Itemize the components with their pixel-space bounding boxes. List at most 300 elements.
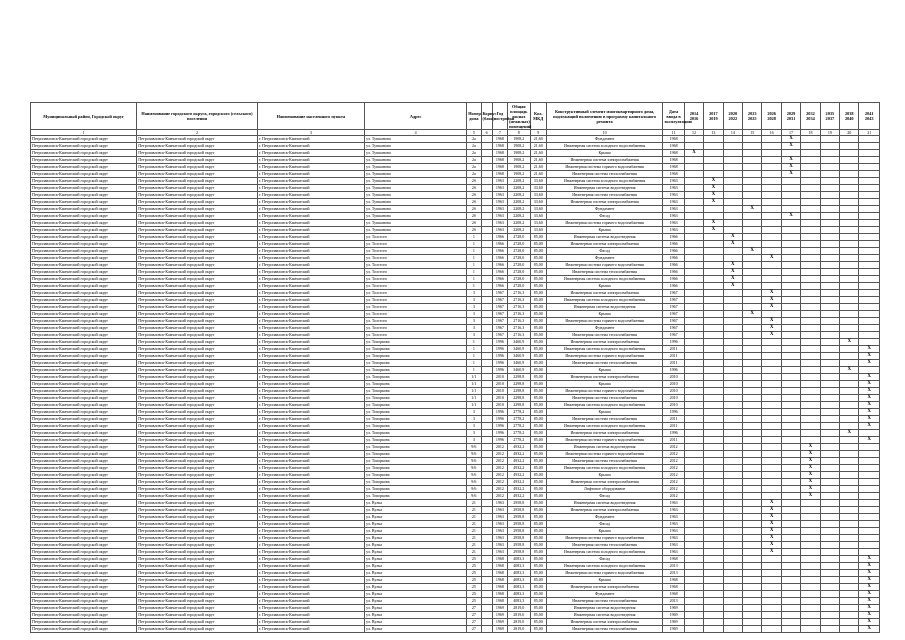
table-cell: 1967 (663, 325, 684, 332)
period-cell: X (859, 423, 880, 430)
period-cell (840, 346, 859, 353)
period-cell: X (859, 402, 880, 409)
period-cell (723, 248, 742, 255)
table-cell: 1996 (492, 367, 507, 374)
period-cell (859, 234, 880, 241)
period-cell (704, 486, 723, 493)
period-cell (781, 535, 800, 542)
table-cell: Петропавловск-Камчатский городской округ (137, 612, 258, 619)
table-cell (481, 367, 492, 374)
column-header: Кол. МКД (530, 103, 546, 130)
table-cell (481, 171, 492, 178)
table-cell (481, 255, 492, 262)
period-cell (704, 479, 723, 486)
period-cell (840, 577, 859, 584)
table-cell: Петропавловск-Камчатский городской округ (31, 269, 137, 276)
table-cell: Инженерная система водоотведения (546, 444, 662, 451)
table-cell: 2б (467, 220, 481, 227)
table-cell: Инженерная система холодного водоснабжения (546, 143, 662, 150)
period-cell (801, 619, 820, 626)
period-cell (781, 521, 800, 528)
period-cell (762, 311, 781, 318)
period-cell (762, 185, 781, 192)
table-cell: Петропавловск-Камчатский городской округ (137, 276, 258, 283)
table-cell: Петропавловск-Камчатский городской округ (31, 479, 137, 486)
period-cell (723, 339, 742, 346)
period-cell (684, 507, 703, 514)
table-cell: Инженерная система теплоснабжения (546, 416, 662, 423)
table-cell (481, 598, 492, 605)
table-cell: 21 (467, 507, 481, 514)
table-cell: 1967 (492, 304, 507, 311)
column-header: Дата ввода в эксплуатацию (663, 103, 684, 130)
period-cell (684, 493, 703, 500)
table-cell: 33,60 (530, 178, 546, 185)
period-cell (684, 304, 703, 311)
period-cell (723, 458, 742, 465)
period-cell: X (762, 521, 781, 528)
table-cell: Крыша (546, 381, 662, 388)
table-cell: 2010 (663, 395, 684, 402)
period-cell (762, 395, 781, 402)
table-cell: ул. Тушканова (365, 199, 467, 206)
period-cell (801, 311, 820, 318)
period-cell (743, 437, 762, 444)
period-cell: X (704, 178, 723, 185)
period-cell (781, 199, 800, 206)
period-cell: X (762, 255, 781, 262)
period-cell (820, 192, 839, 199)
period-cell (781, 311, 800, 318)
period-cell: X (704, 199, 723, 206)
table-cell: 4932,2 (508, 458, 530, 465)
period-cell (743, 290, 762, 297)
table-cell: 1968 (492, 556, 507, 563)
table-cell: ул. Топоркова (365, 388, 467, 395)
table-cell: Петропавловск-Камчатский городской округ (137, 535, 258, 542)
table-cell: Петропавловск-Камчатский городской округ (137, 619, 258, 626)
period-cell (723, 563, 742, 570)
period-cell (781, 248, 800, 255)
table-cell: Петропавловск-Камчатский городской округ (31, 591, 137, 598)
period-cell (820, 269, 839, 276)
table-cell: Инженерная система горячего водоснабжения (546, 570, 662, 577)
table-cell (481, 591, 492, 598)
column-number: 2 (137, 130, 258, 136)
table-row (31, 458, 880, 465)
period-cell (859, 283, 880, 290)
period-cell (820, 465, 839, 472)
period-cell (704, 171, 723, 178)
period-cell (801, 612, 820, 619)
period-cell (820, 185, 839, 192)
table-row (31, 136, 880, 143)
table-cell: Петропавловск-Камчатский городской округ (31, 521, 137, 528)
period-cell (743, 514, 762, 521)
period-cell (801, 535, 820, 542)
table-cell: ул. Вулка (365, 626, 467, 633)
table-cell: Петропавловск-Камчатский городской округ (31, 381, 137, 388)
table-cell: Лифтовое оборудование (546, 486, 662, 493)
table-cell: 1967 (492, 297, 507, 304)
table-cell: 2958,8 (508, 514, 530, 521)
table-cell: Петропавловск-Камчатский городской округ (31, 290, 137, 297)
table-cell: 2а (467, 143, 481, 150)
period-cell: X (704, 220, 723, 227)
table-cell: 2298,8 (508, 374, 530, 381)
table-cell: Петропавловск-Камчатский городской округ (137, 458, 258, 465)
table-cell: Петропавловск-Камчатский городской округ (137, 178, 258, 185)
period-cell (684, 451, 703, 458)
table-row (31, 472, 880, 479)
period-cell (781, 423, 800, 430)
table-row (31, 269, 880, 276)
period-cell (723, 304, 742, 311)
table-cell: 1963 (663, 521, 684, 528)
table-cell: 2958,8 (508, 542, 530, 549)
period-cell (859, 213, 880, 220)
period-cell: X (762, 297, 781, 304)
table-cell: 1966 (492, 248, 507, 255)
period-cell (684, 563, 703, 570)
period-cell (762, 486, 781, 493)
table-cell: 1968 (663, 556, 684, 563)
table-cell: Петропавловск-Камчатский городской округ (31, 318, 137, 325)
table-row (31, 416, 880, 423)
table-cell: 27 (467, 619, 481, 626)
table-cell: Петропавловск-Камчатский городской округ (31, 311, 137, 318)
period-cell (820, 276, 839, 283)
table-cell: Петропавловск-Камчатский городской округ (137, 171, 258, 178)
table-cell: г. Петропавловск-Камчатский (257, 269, 364, 276)
table-cell: 1968 (492, 577, 507, 584)
period-cell (762, 206, 781, 213)
table-cell: 2819,0 (508, 619, 530, 626)
table-cell (481, 353, 492, 360)
table-row (31, 318, 880, 325)
period-cell (840, 374, 859, 381)
period-cell (801, 178, 820, 185)
period-cell (781, 528, 800, 535)
period-cell (840, 304, 859, 311)
period-cell (820, 416, 839, 423)
table-row (31, 220, 880, 227)
period-cell: X (859, 591, 880, 598)
table-cell: г. Петропавловск-Камчатский (257, 311, 364, 318)
period-cell (762, 367, 781, 374)
column-header: 2041 2043 (859, 103, 880, 130)
table-cell: 3460,9 (508, 353, 530, 360)
period-cell (801, 339, 820, 346)
period-cell (684, 458, 703, 465)
table-cell (481, 584, 492, 591)
table-cell (481, 528, 492, 535)
period-cell (801, 150, 820, 157)
table-cell: Петропавловск-Камчатский городской округ (31, 542, 137, 549)
table-cell: 2208,2 (508, 192, 530, 199)
period-cell (723, 297, 742, 304)
table-row (31, 213, 880, 220)
table-cell (481, 486, 492, 493)
table-cell: Петропавловск-Камчатский городской округ (31, 416, 137, 423)
period-cell (684, 241, 703, 248)
period-cell: X (801, 451, 820, 458)
table-cell: 2716,3 (508, 325, 530, 332)
period-cell (840, 157, 859, 164)
period-cell (859, 549, 880, 556)
period-cell (840, 507, 859, 514)
period-cell: X (684, 150, 703, 157)
period-cell (684, 262, 703, 269)
period-cell (704, 472, 723, 479)
table-cell: 2б (467, 192, 481, 199)
period-cell (743, 136, 762, 143)
period-cell (801, 591, 820, 598)
period-cell (684, 591, 703, 598)
table-cell: 1963 (663, 528, 684, 535)
table-cell: 85,00 (530, 542, 546, 549)
table-cell: 2010 (492, 374, 507, 381)
table-body (31, 136, 880, 633)
table-cell: г. Петропавловск-Камчатский (257, 220, 364, 227)
column-header: Адрес (365, 103, 467, 130)
period-cell (704, 262, 723, 269)
period-cell (723, 444, 742, 451)
table-cell: 1996 (492, 339, 507, 346)
table-cell: 1969 (492, 619, 507, 626)
period-cell (859, 206, 880, 213)
table-cell: ул. Тушканова (365, 157, 467, 164)
period-cell (704, 493, 723, 500)
table-cell (481, 542, 492, 549)
table-cell: Петропавловск-Камчатский городской округ (137, 241, 258, 248)
period-cell (781, 514, 800, 521)
period-cell (684, 416, 703, 423)
period-cell (781, 430, 800, 437)
table-cell: 21,60 (530, 136, 546, 143)
period-cell (820, 374, 839, 381)
period-cell (859, 325, 880, 332)
period-cell (820, 143, 839, 150)
period-cell (762, 598, 781, 605)
period-cell (743, 353, 762, 360)
period-cell (801, 563, 820, 570)
table-cell: 1908,2 (508, 136, 530, 143)
period-cell (840, 332, 859, 339)
period-cell (801, 430, 820, 437)
table-cell (481, 444, 492, 451)
table-cell: 1908,2 (508, 150, 530, 157)
table-cell: 85,00 (530, 472, 546, 479)
table-cell: Петропавловск-Камчатский городской округ (137, 220, 258, 227)
table-cell: Петропавловск-Камчатский городской округ (31, 157, 137, 164)
period-cell: X (801, 486, 820, 493)
table-cell: Петропавловск-Камчатский городской округ (31, 549, 137, 556)
table-cell: Петропавловск-Камчатский городской округ (137, 598, 258, 605)
period-cell: X (762, 549, 781, 556)
table-cell (481, 521, 492, 528)
period-cell (723, 290, 742, 297)
table-row (31, 283, 880, 290)
period-cell (801, 325, 820, 332)
table-cell: Инженерная система водоотведения (546, 605, 662, 612)
period-cell (781, 234, 800, 241)
period-cell (684, 164, 703, 171)
table-cell: Фасад (546, 521, 662, 528)
table-cell: ул. Топоркова (365, 451, 467, 458)
table-cell: 1968 (492, 171, 507, 178)
table-cell: 2958,8 (508, 549, 530, 556)
period-cell (820, 248, 839, 255)
table-cell: 2208,2 (508, 178, 530, 185)
period-cell (781, 150, 800, 157)
period-cell (723, 325, 742, 332)
table-row (31, 507, 880, 514)
period-cell (723, 437, 742, 444)
table-row (31, 409, 880, 416)
table-cell: Петропавловск-Камчатский городской округ (137, 192, 258, 199)
table-cell: 85,00 (530, 241, 546, 248)
period-cell: X (762, 500, 781, 507)
period-cell (859, 192, 880, 199)
period-cell (840, 521, 859, 528)
period-cell (820, 304, 839, 311)
period-cell (801, 381, 820, 388)
table-cell: 2013 (663, 570, 684, 577)
table-cell: г. Петропавловск-Камчатский (257, 318, 364, 325)
period-cell (684, 283, 703, 290)
table-cell: 2010 (663, 402, 684, 409)
table-cell: 2716,3 (508, 304, 530, 311)
table-cell: Петропавловск-Камчатский городской округ (137, 486, 258, 493)
table-cell: ул. Толстого (365, 325, 467, 332)
period-cell (684, 311, 703, 318)
table-cell: ул. Вулка (365, 542, 467, 549)
table-cell: г. Петропавловск-Камчатский (257, 402, 364, 409)
table-cell: 33,60 (530, 227, 546, 234)
table-cell: Петропавловск-Камчатский городской округ (137, 451, 258, 458)
table-cell: ул. Топоркова (365, 493, 467, 500)
table-cell: Инженерная система теплоснабжения (546, 458, 662, 465)
period-cell (723, 360, 742, 367)
table-cell: Петропавловск-Камчатский городской округ (31, 570, 137, 577)
table-cell: г. Петропавловск-Камчатский (257, 514, 364, 521)
table-cell: г. Петропавловск-Камчатский (257, 535, 364, 542)
table-cell: 3 (467, 437, 481, 444)
table-cell: г. Петропавловск-Камчатский (257, 542, 364, 549)
table-cell: Фасад (546, 248, 662, 255)
period-cell: X (704, 185, 723, 192)
table-cell: Петропавловск-Камчатский городской округ (137, 507, 258, 514)
table-cell: г. Петропавловск-Камчатский (257, 164, 364, 171)
table-cell: 85,00 (530, 605, 546, 612)
period-cell (840, 311, 859, 318)
table-row (31, 437, 880, 444)
period-cell (840, 241, 859, 248)
period-cell (840, 283, 859, 290)
period-cell (684, 444, 703, 451)
table-cell: 2716,3 (508, 290, 530, 297)
table-cell: Петропавловск-Камчатский городской округ (31, 143, 137, 150)
table-cell: г. Петропавловск-Камчатский (257, 143, 364, 150)
period-cell: X (859, 416, 880, 423)
table-cell: 1968 (492, 570, 507, 577)
period-cell (743, 283, 762, 290)
table-cell: Инженерная система водоотведения (546, 500, 662, 507)
table-cell: Фундамент (546, 255, 662, 262)
table-cell: 25 (467, 591, 481, 598)
period-cell (840, 276, 859, 283)
period-cell (684, 276, 703, 283)
period-cell (781, 241, 800, 248)
table-cell: г. Петропавловск-Камчатский (257, 591, 364, 598)
period-cell: X (762, 318, 781, 325)
table-cell: 9/6 (467, 465, 481, 472)
table-cell: 21,60 (530, 164, 546, 171)
table-cell: Петропавловск-Камчатский городской округ (137, 297, 258, 304)
period-cell (801, 528, 820, 535)
period-cell (840, 563, 859, 570)
table-cell: 2958,8 (508, 521, 530, 528)
table-cell: Инженерная система электроснабжения (546, 584, 662, 591)
table-row (31, 241, 880, 248)
period-cell (840, 178, 859, 185)
table-cell: 1/1 (467, 381, 481, 388)
table-row (31, 374, 880, 381)
table-row (31, 563, 880, 570)
period-cell (801, 409, 820, 416)
table-cell: 21 (467, 500, 481, 507)
table-cell: Крыша (546, 283, 662, 290)
period-cell (859, 521, 880, 528)
table-cell: 2298,8 (508, 402, 530, 409)
table-cell: Инженерная система холодного водоснабжения (546, 178, 662, 185)
table-cell: 3 (467, 304, 481, 311)
period-cell (743, 563, 762, 570)
table-cell: 85,00 (530, 584, 546, 591)
period-cell (704, 143, 723, 150)
period-cell (762, 563, 781, 570)
period-cell (820, 563, 839, 570)
table-cell: 85,00 (530, 325, 546, 332)
period-cell (781, 332, 800, 339)
period-cell (820, 444, 839, 451)
period-cell (781, 220, 800, 227)
period-cell (801, 346, 820, 353)
period-cell (684, 535, 703, 542)
table-cell: Инженерная система холодного водоснабжения (546, 465, 662, 472)
table-row (31, 164, 880, 171)
period-cell: X (723, 234, 742, 241)
period-cell (684, 206, 703, 213)
table-cell: 1966 (492, 276, 507, 283)
period-cell (684, 514, 703, 521)
table-cell: 9/6 (467, 493, 481, 500)
table-cell: ул. Вулка (365, 570, 467, 577)
table-cell: 1996 (492, 360, 507, 367)
table-cell: Петропавловск-Камчатский городской округ (137, 227, 258, 234)
period-cell (762, 472, 781, 479)
period-cell (859, 430, 880, 437)
table-cell: г. Петропавловск-Камчатский (257, 626, 364, 633)
table-cell: Петропавловск-Камчатский городской округ (31, 577, 137, 584)
table-row (31, 521, 880, 528)
table-cell: Петропавловск-Камчатский городской округ (31, 241, 137, 248)
period-cell (801, 206, 820, 213)
table-cell (481, 136, 492, 143)
table-cell (481, 185, 492, 192)
table-cell: Инженерная система холодного водоснабжения (546, 276, 662, 283)
